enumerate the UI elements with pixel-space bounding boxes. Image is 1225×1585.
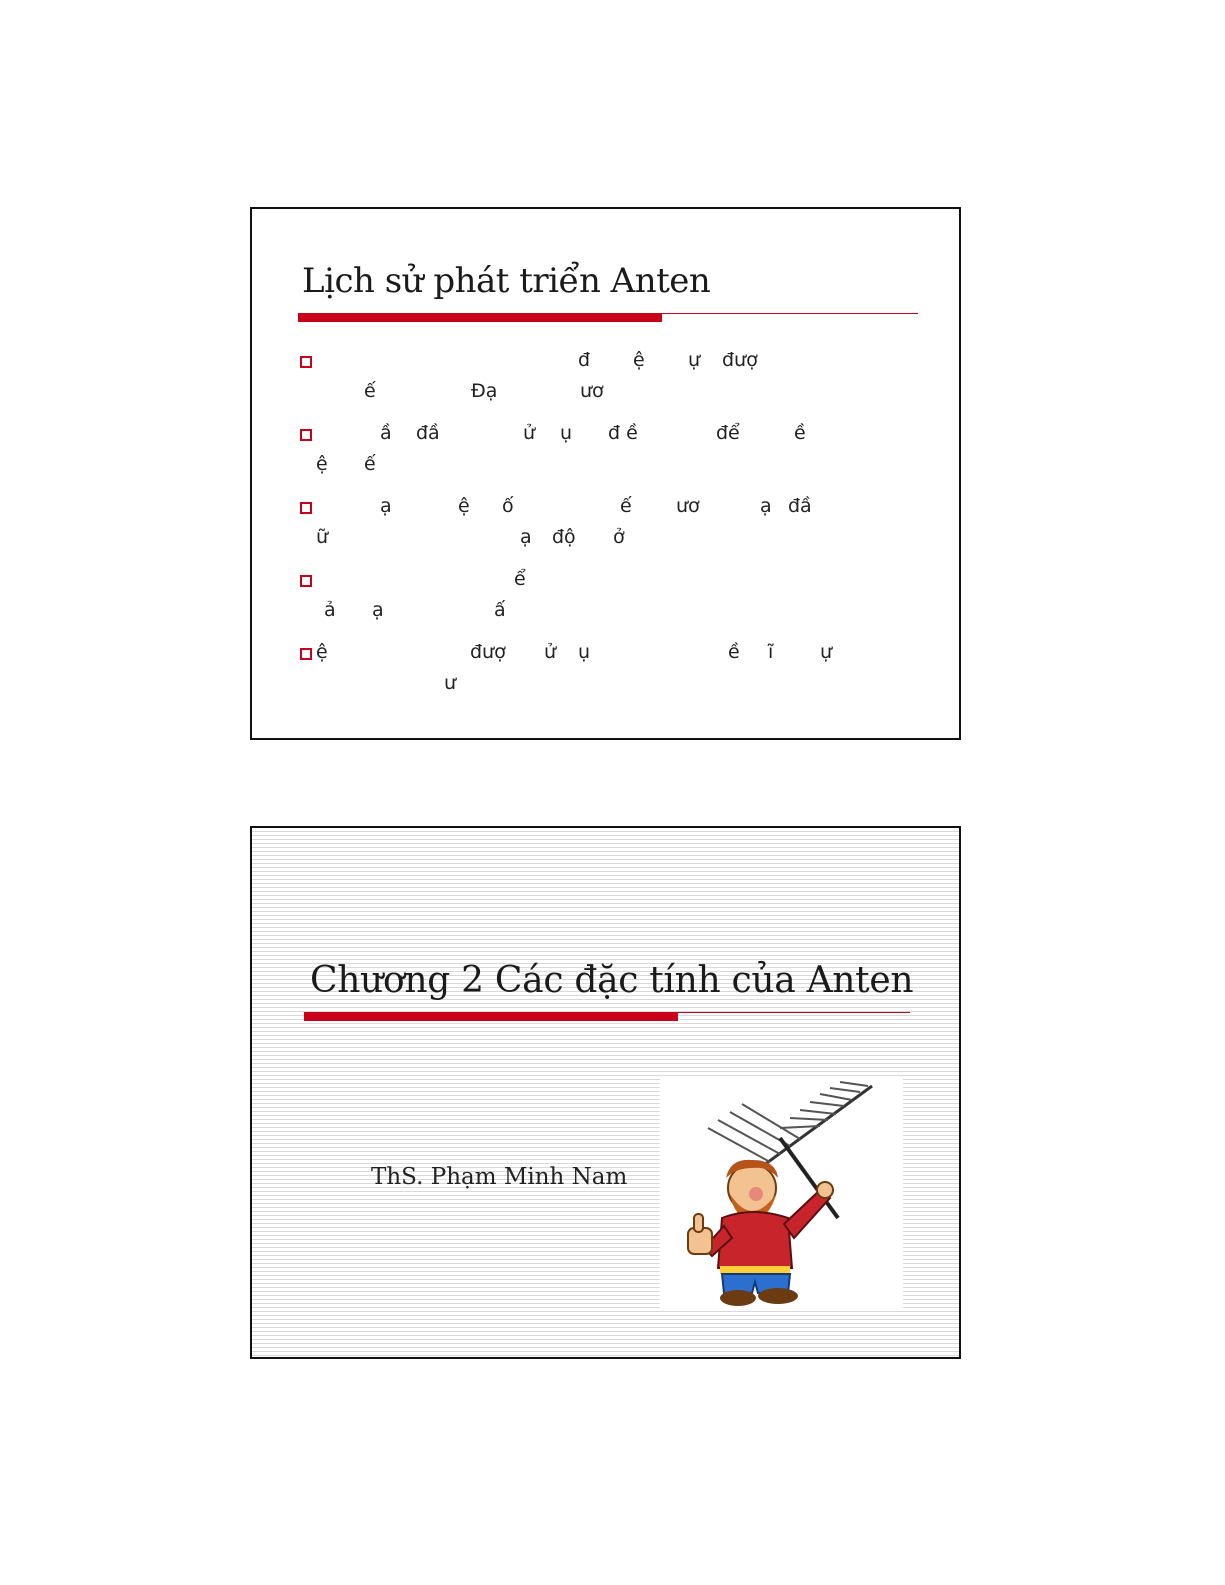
bullet-line [300, 495, 920, 525]
text-fragment: ạ [372, 599, 384, 621]
text-fragment: để [716, 422, 740, 444]
bullet-item [300, 641, 920, 714]
title-underline-thick [298, 314, 662, 322]
text-fragment: ệ [458, 495, 470, 517]
text-fragment: đ [578, 349, 591, 371]
antenna-cartoon-man-icon [660, 1078, 903, 1308]
text-fragment: ạ [380, 495, 392, 517]
text-fragment: ệ [633, 349, 645, 371]
text-fragment: ụ [560, 422, 573, 444]
bullet-line [300, 380, 920, 410]
text-fragment: ươ [580, 380, 604, 402]
text-fragment: ự [820, 641, 833, 663]
bullet-line [300, 568, 920, 598]
text-fragment: ầ [380, 422, 392, 444]
slide-chapter [250, 826, 961, 1359]
bullet-line [300, 641, 920, 671]
text-fragment: ữ [316, 526, 329, 548]
text-fragment: đầ [416, 422, 440, 444]
text-fragment: ế [620, 495, 632, 517]
text-fragment: độ [552, 526, 576, 548]
chapter-title: Chương 2 Các đặc tính của Anten [310, 960, 914, 1001]
text-fragment: ử [523, 422, 536, 444]
text-fragment: đượ [722, 349, 758, 371]
bullet-list [300, 349, 920, 714]
bullet-line [300, 599, 920, 629]
bullet-item [300, 422, 920, 495]
bullet-line [300, 672, 920, 702]
text-fragment: đượ [470, 641, 506, 663]
text-fragment: ệ [316, 453, 328, 475]
bullet-line [300, 349, 920, 379]
text-fragment: ế [364, 453, 376, 475]
text-fragment: đ ề [608, 422, 638, 444]
text-fragment: ề [728, 641, 740, 663]
slide-title: Lịch sử phát triển Anten [302, 261, 711, 301]
text-fragment: ể [514, 568, 526, 590]
text-fragment: ố [502, 495, 514, 517]
author-name: ThS. Phạm Minh Nam [371, 1164, 628, 1190]
bullet-line [300, 526, 920, 556]
text-fragment: ạ [520, 526, 532, 548]
bullet-item [300, 495, 920, 568]
text-fragment: ả [324, 599, 336, 621]
text-fragment: ề [794, 422, 806, 444]
text-fragment: đầ [788, 495, 812, 517]
text-fragment: ự [688, 349, 701, 371]
bullet-line [300, 422, 920, 452]
text-fragment: ấ [494, 599, 506, 621]
title-underline-thick [304, 1013, 678, 1021]
text-fragment: Đạ [471, 380, 498, 402]
text-fragment: ư [444, 672, 457, 694]
text-fragment: ử [544, 641, 557, 663]
slide-history [250, 207, 961, 740]
text-fragment: ươ [676, 495, 700, 517]
text-fragment: ế [364, 380, 376, 402]
text-fragment: ệ [316, 641, 328, 663]
text-fragment: ĩ [768, 641, 774, 663]
text-fragment: ở [613, 526, 625, 548]
bullet-item [300, 568, 920, 641]
bullet-line [300, 453, 920, 483]
text-fragment: ạ [760, 495, 772, 517]
bullet-item [300, 349, 920, 422]
text-fragment: ụ [578, 641, 591, 663]
